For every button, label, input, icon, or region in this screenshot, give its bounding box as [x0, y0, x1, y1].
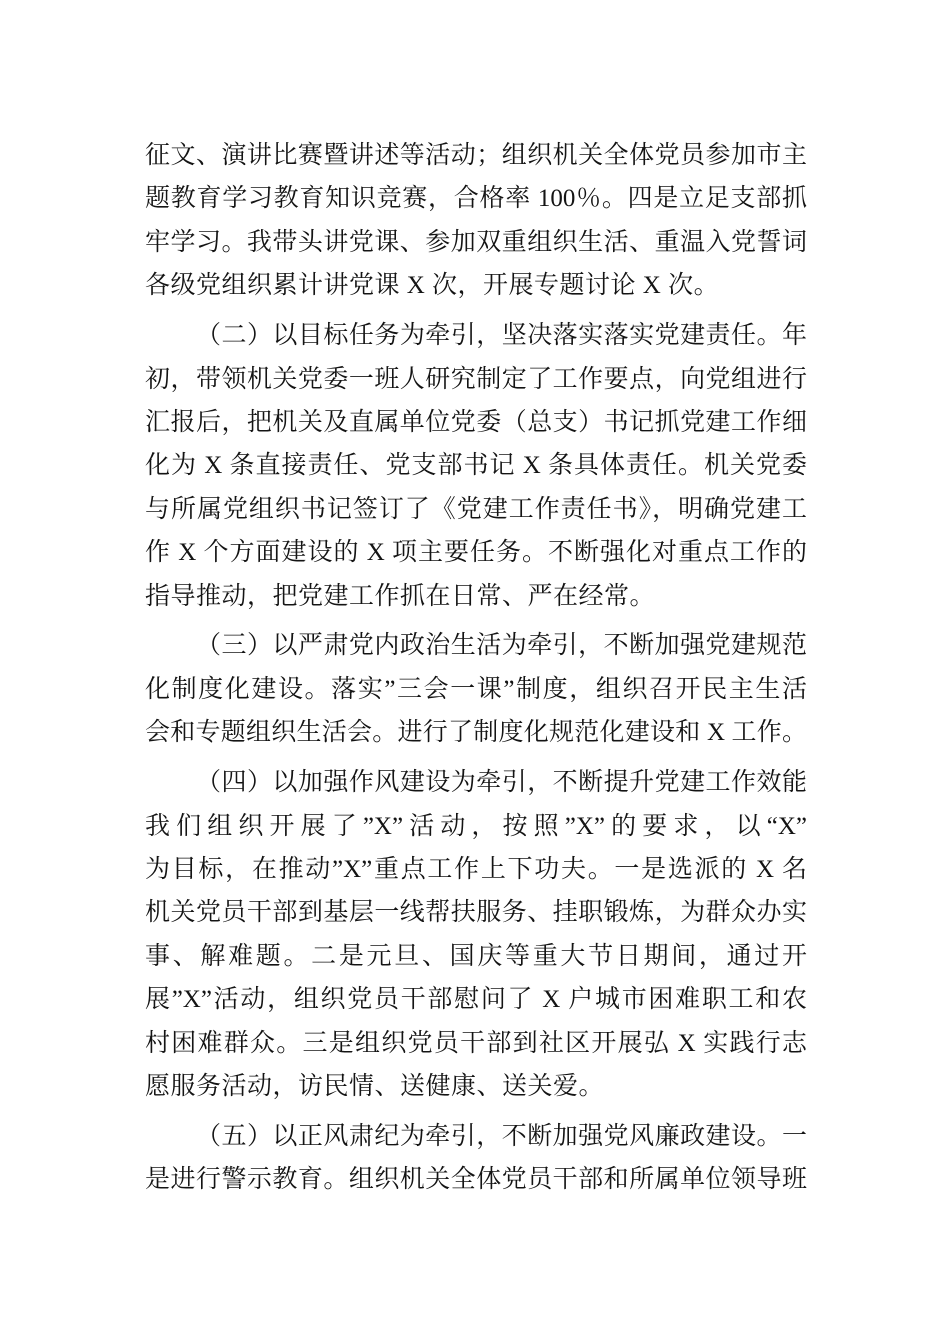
text-line: 指导推动，把党建工作抓在日常、严在经常。 — [145, 582, 656, 610]
paragraph — [145, 761, 807, 1108]
text-line: 作 X 个方面建设的 X 项主要任务。不断强化对重点工作的 — [145, 539, 807, 567]
text-line: 愿服务活动，访民情、送健康、送关爱。 — [145, 1072, 605, 1100]
text-line: （三）以严肃党内政治生活为牵引，不断加强党建规范 — [196, 632, 807, 660]
text-line: 为目标，在推动”X”重点工作上下功夫。一是选派的 X 名 — [145, 856, 807, 884]
text-line: 是进行警示教育。组织机关全体党员干部和所属单位领导班 — [145, 1166, 807, 1194]
text-line: 村困难群众。三是组织党员干部到社区开展弘 X 实践行志 — [145, 1029, 807, 1057]
text-line: 会和专题组织生活会。进行了制度化规范化建设和 X 工作。 — [145, 719, 807, 747]
text-line: 我们组织开展了”X”活动，按照”X”的要求，以“X” — [145, 812, 807, 840]
text-line: 化制度化建设。落实”三会一课”制度，组织召开民主生活 — [145, 675, 807, 703]
text-line: 汇报后，把机关及直属单位党委（总支）书记抓党建工作细 — [145, 408, 807, 436]
paragraph — [145, 624, 807, 754]
text-line: 化为 X 条直接责任、党支部书记 X 条具体责任。机关党委 — [145, 452, 807, 480]
text-line: 事、解难题。二是元旦、国庆等重大节日期间，通过开 — [145, 942, 807, 970]
paragraph — [145, 1115, 807, 1202]
text-line: 展”X”活动，组织党员干部慰问了 X 户城市困难职工和农 — [145, 986, 807, 1014]
text-line: （二）以目标任务为牵引，坚决落实落实党建责任。年 — [196, 322, 807, 350]
paragraph — [145, 314, 807, 618]
text-line: 牢学习。我带头讲党课、参加双重组织生活、重温入党誓词 — [145, 228, 807, 256]
text-line: （四）以加强作风建设为牵引，不断提升党建工作效能 — [196, 769, 807, 797]
text-line: 各级党组织累计讲党课 X 次，开展专题讨论 X 次。 — [145, 272, 720, 300]
text-line: 征文、演讲比赛暨讲述等活动；组织机关全体党员参加市主 — [145, 142, 807, 169]
text-block — [145, 134, 807, 1202]
text-line: （五）以正风肃纪为牵引，不断加强党风廉政建设。一 — [196, 1122, 807, 1150]
text-line: 机关党员干部到基层一线帮扶服务、挂职锻炼，为群众办实 — [145, 899, 807, 927]
text-line: 初，带领机关党委一班人研究制定了工作要点，向党组进行 — [145, 365, 807, 393]
paragraph — [145, 134, 807, 308]
text-line: 题教育学习教育知识竞赛，合格率 100％。四是立足支部抓 — [145, 185, 807, 213]
text-line: 与所属党组织书记签订了《党建工作责任书》，明确党建工 — [145, 495, 807, 523]
